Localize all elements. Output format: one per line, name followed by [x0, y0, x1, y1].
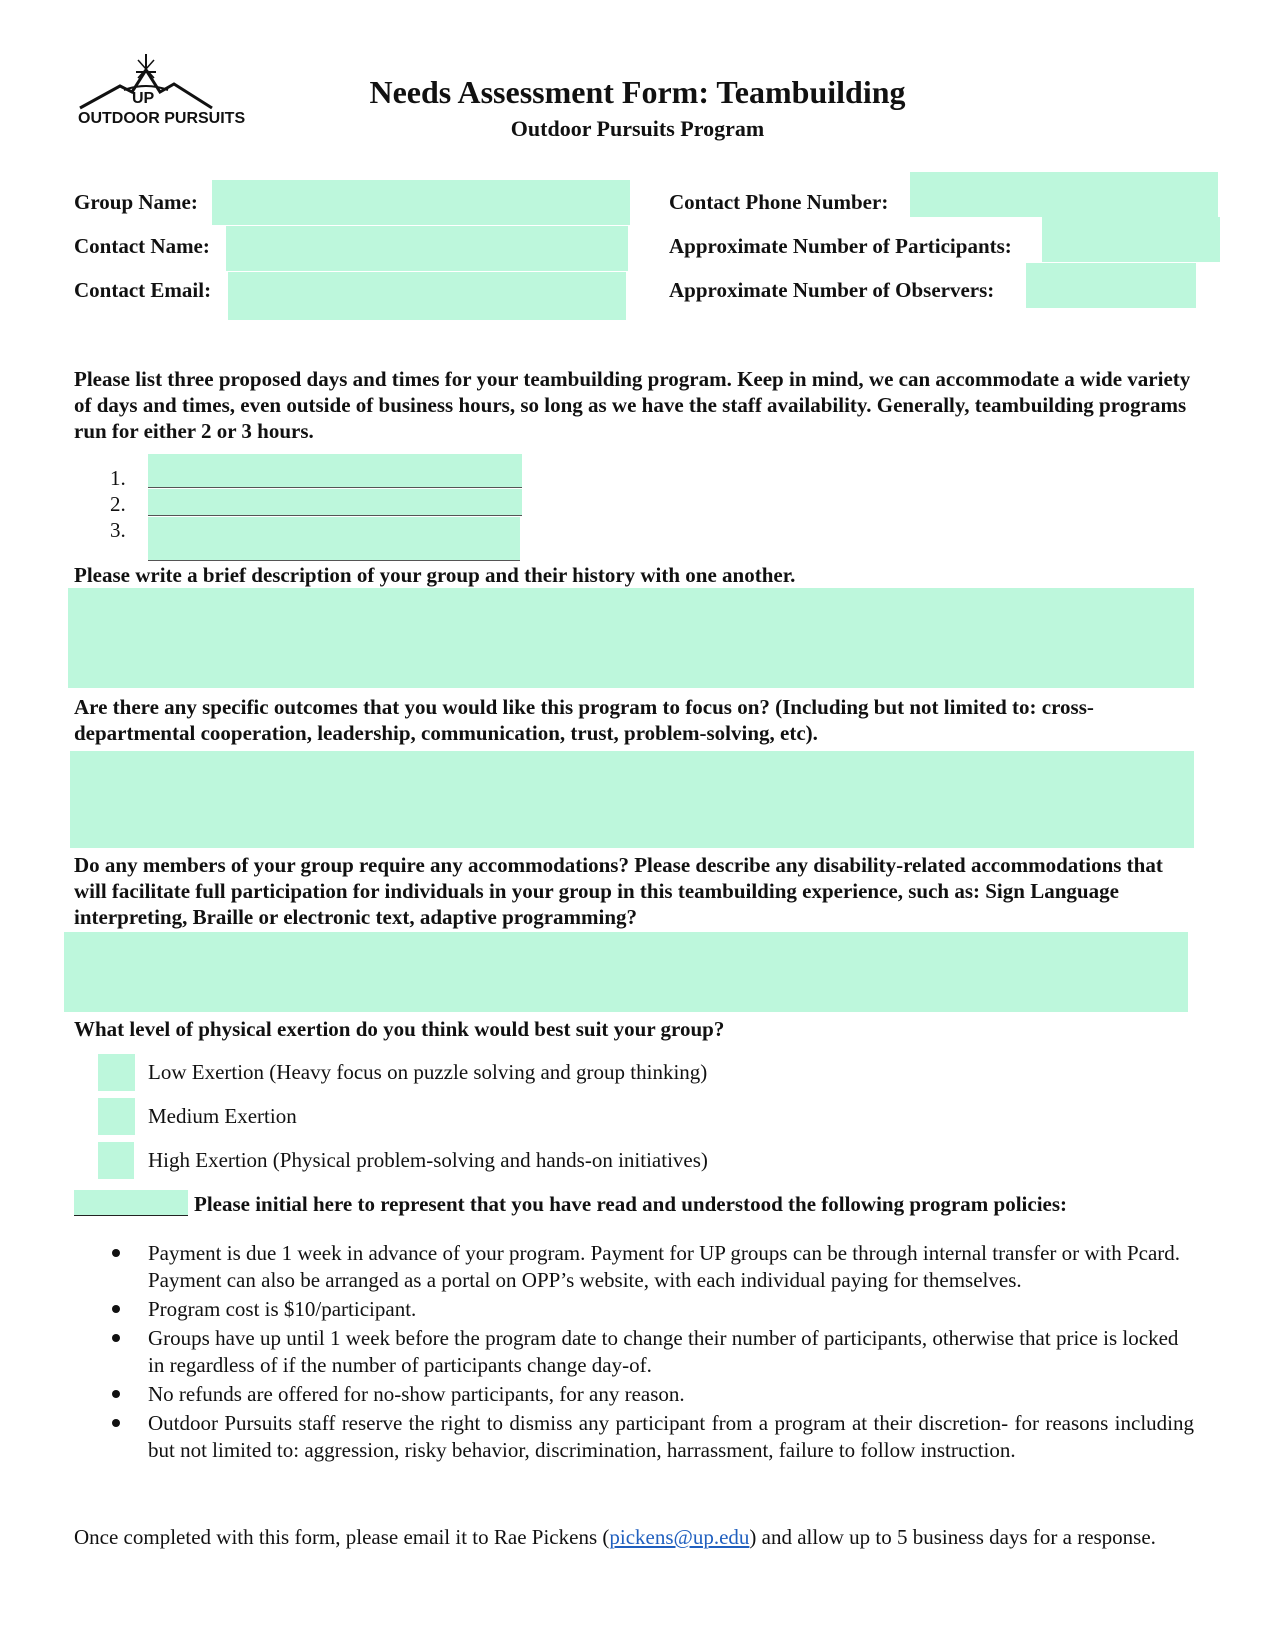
policy-text: No refunds are offered for no-show participants, for any reason.: [148, 1382, 685, 1406]
policy-text: Payment is due 1 week in advance of your program. Payment for UP groups can be through internal transfer or with Pcard. Payment can also be arranged as a portal on OPP’s website, with each individual paying for themselves.: [148, 1241, 1181, 1292]
policy-text: Program cost is $10/participant.: [148, 1297, 417, 1321]
description-prompt: Please write a brief description of your group and their history with one another.: [74, 563, 796, 587]
low-exertion-checkbox[interactable]: [98, 1054, 135, 1091]
contact-name-field[interactable]: [226, 226, 628, 271]
medium-exertion-checkbox[interactable]: [98, 1098, 135, 1135]
bullet-icon: [112, 1305, 120, 1313]
day-field-1[interactable]: [148, 454, 522, 488]
accommodations-prompt: Do any members of your group require any accommodations? Please describe any disability-related accommodations that will facilitate full participation for individuals in your group in this teambuilding experience, such as: Sign Language interpreting, Braille or electronic text, adaptive programming?: [74, 853, 1163, 929]
day-field-2[interactable]: [148, 489, 522, 516]
bullet-icon: [112, 1419, 120, 1427]
day-number-1: 1.: [110, 466, 126, 490]
outcomes-prompt: Are there any specific outcomes that you would like this program to focus on? (Including but not limited to: cross-departmental cooperation, leadership, communication, trust, problem-solving, etc).: [74, 695, 1094, 745]
low-exertion-label: Low Exertion (Heavy focus on puzzle solving and group thinking): [148, 1060, 708, 1084]
group-name-field[interactable]: [212, 180, 630, 225]
contact-email-link[interactable]: pickens@up.edu: [609, 1525, 750, 1549]
policy-item: [148, 1410, 1194, 1464]
contact-email-field[interactable]: [228, 272, 626, 320]
days-prompt: Please list three proposed days and times for your teambuilding program. Keep in mind, we can accommodate a wide variety of days and times, even outside of business hours, so long as we have the staff availability. Generally, teambuilding programs run for either 2 or 3 hours.: [74, 367, 1191, 443]
contact-email-label: Contact Email:: [74, 278, 212, 302]
logo-up-text: UP: [132, 90, 155, 107]
policy-text: Groups have up until 1 week before the program date to change their number of participants, otherwise that price is locked in regardless of if the number of participants change day-of.: [148, 1326, 1179, 1377]
bullet-icon: [112, 1249, 120, 1257]
observers-label: Approximate Number of Observers:: [669, 278, 995, 302]
policy-text: Outdoor Pursuits staff reserve the right to dismiss any participant from a program at their discretion- for reasons including but not limited to: aggression, risky behavior, discrimination, harrassment, failure to follow instruction.: [148, 1411, 1194, 1462]
high-exertion-checkbox[interactable]: [98, 1142, 134, 1179]
exertion-prompt: What level of physical exertion do you think would best suit your group?: [74, 1017, 725, 1041]
medium-exertion-label: Medium Exertion: [148, 1104, 297, 1128]
bullet-icon: [112, 1390, 120, 1398]
footer-text-after: ) and allow up to 5 business days for a response.: [749, 1525, 1156, 1549]
footer-note: [74, 1524, 1214, 1551]
bullet-icon: [112, 1334, 120, 1342]
phone-label: Contact Phone Number:: [669, 190, 889, 214]
observers-field[interactable]: [1026, 263, 1196, 308]
day-field-3[interactable]: [148, 517, 520, 561]
high-exertion-label: High Exertion (Physical problem-solving and hands-on initiatives): [148, 1148, 708, 1172]
outcomes-field[interactable]: [70, 751, 1194, 848]
group-name-label: Group Name:: [74, 190, 198, 214]
day-number-3: 3.: [110, 518, 126, 542]
footer-text-before: Once completed with this form, please email it to Rae Pickens (: [74, 1525, 610, 1549]
initial-field[interactable]: [74, 1190, 188, 1216]
day-number-2: 2.: [110, 492, 126, 516]
participants-field[interactable]: [1042, 217, 1220, 262]
participants-label: Approximate Number of Participants:: [669, 234, 1012, 258]
policy-item: [148, 1381, 1194, 1408]
page-title: Needs Assessment Form: Teambuilding: [369, 74, 906, 110]
policy-item: [148, 1325, 1194, 1379]
phone-field[interactable]: [910, 172, 1218, 217]
accommodations-field[interactable]: [64, 932, 1188, 1012]
logo-brand-text: OUTDOOR PURSUITS: [78, 110, 246, 127]
policy-item: [148, 1240, 1194, 1294]
policies-list: [148, 1240, 1194, 1464]
contact-name-label: Contact Name:: [74, 234, 210, 258]
policy-item: [148, 1296, 1194, 1323]
initial-prompt: Please initial here to represent that you have read and understood the following program policies:: [194, 1192, 1068, 1216]
page-subtitle: Outdoor Pursuits Program: [510, 116, 765, 141]
description-field[interactable]: [68, 588, 1194, 688]
